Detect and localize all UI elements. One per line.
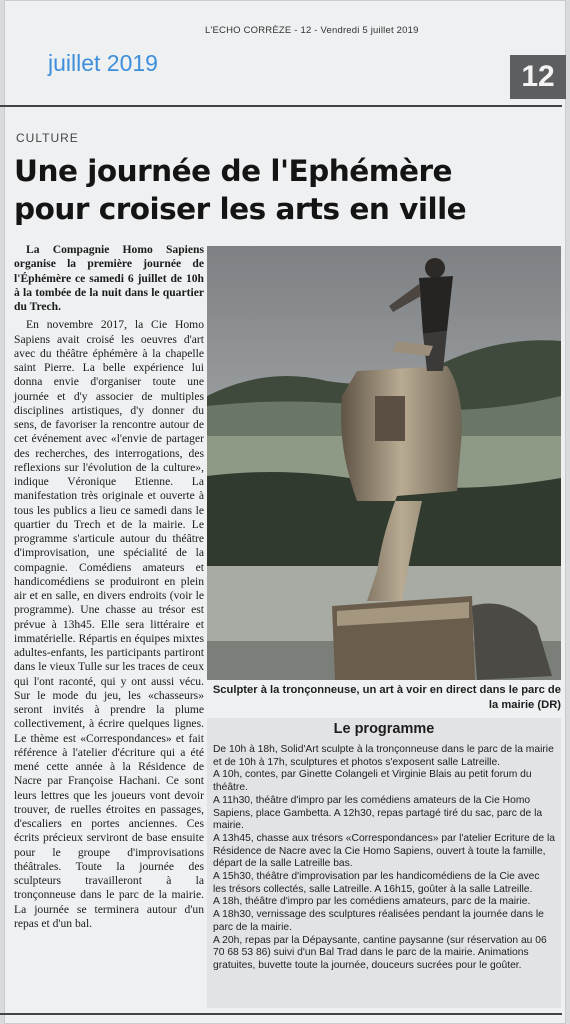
article-lead: La Compagnie Homo Sapiens organise la première journée de l'Éphémère ce samedi 6 juillet de 10h à la tombée de la nuit dans le quartier du Trech. [14, 243, 204, 313]
page-number-badge: 12 [510, 55, 566, 99]
programme-item: A 20h, repas par la Dépaysante, cantine paysanne (sur réservation au 06 70 68 53 86) suivi d'un Bal Trad dans le parc de la mairie. Animations gratuites, buvette toute la journée, douceurs sucrées pour le goûter. [213, 934, 547, 971]
programme-item: A 15h30, théâtre d'improvisation par les handicomédiens de la Cie avec les trésors collectés, salle Latreille. A 16h15, goûter à la salle Latreille. [213, 871, 540, 895]
programme-item: A 13h45, chasse aux trésors «Correspondances» par l'atelier Ecriture de la Résidence de Nacre avec la Cie Homo Sapiens, ouvert à toute la famille, départ de la salle Latreille bas. [213, 832, 555, 870]
photo-caption: Sculpter à la tronçonneuse, un art à voir en direct dans le parc de la mairie (DR) [212, 684, 561, 711]
top-rule [0, 105, 562, 107]
article-photo [207, 246, 561, 680]
programme-item: A 18h30, vernissage des sculptures réalisées pendant la journée dans le parc de la mairie. [213, 909, 544, 933]
section-label: CULTURE [16, 131, 79, 145]
article-column [14, 243, 204, 931]
article-body: En novembre 2017, la Cie Homo Sapiens avait croisé les oeuvres d'art avec du théâtre éphémère à la chapelle saint Pierre. La belle expérience lui donna envie d'organiser toute une journée et d'y associer de multiples disciplines artistiques, d'y donner du sens, de favoriser la rencontre autour de cet événement avec «l'envie de partager des recherches, des interrogations, des reflexions sur l'évolution de la culture», indique Véronique Etienne. La manifestation très originale et ouverte à tous les publics a lieu ce samedi dans le quartier du Trech et de la mairie. Le programme s'articule autour du théâtre d'improvisation, une spécialité de la compagnie. Comédiens amateurs et handicomédiens se produiront en plein air et en salle, en divers endroits (voir le programme). Une chasse au trésor est prévue à 13h45. Elle sera littéraire et immatérielle. Répartis en équipes mixtes adultes-enfants, les participants partiront dans le vieux Tulle sur les traces de ceux qui l'ont raconté, qui y ont aussi vécu. Sur le mode du jeu, les «chasseurs» seront invités à prendre la plume collectivement, à écrire quelques lignes. Le thème est «Correspondances» et fait référence à l'atelier d'écriture qui a été mené cette année à la Résidence de Nacre par Françoise Hachani. Ce sont leurs lettres que les joueurs vont devoir trouver, de ruelles étroites en passages, d'escaliers en portes anciennes. Ces écrits précieux serviront de base ensuite pour le groupe d'improvisations théâtrales. Toute la journée des sculpteurs travailleront à la tronçonneuse dans le parc de la mairie. La journée se terminera autour d'un repas et d'un bal. [14, 318, 204, 930]
bottom-rule [0, 1013, 562, 1015]
date-annotation: juillet 2019 [48, 50, 158, 76]
chainsaw-sculpture-photo [207, 246, 561, 680]
page-folio: L'ECHO CORRÈZE - 12 - Vendredi 5 juillet 2019 [205, 25, 419, 36]
headline-line-1: Une journée de l'Ephémère [14, 154, 453, 188]
programme-item: A 18h, théâtre d'impro par les comédiens amateurs, parc de la mairie. [213, 896, 531, 908]
programme-list [213, 744, 555, 973]
programme-title: Le programme [333, 721, 435, 737]
programme-item: De 10h à 18h, Solid'Art sculpte à la tronçonneuse dans le parc de la mairie et de 10h à 17h, sculptures et photos s'exposent salle Latreille. [213, 744, 554, 768]
article-headline [14, 152, 554, 228]
programme-item: A 10h, contes, par Ginette Colangeli et Virginie Blais au petit forum du théâtre. [213, 769, 532, 794]
headline-line-2: pour croiser les arts en ville [14, 192, 467, 226]
programme-item: A 11h30, théâtre d'impro par les comédiens amateurs de la Cie Homo Sapiens, place Gambetta. A 12h30, repas partagé tiré du sac, parc de la mairie. [213, 794, 543, 832]
